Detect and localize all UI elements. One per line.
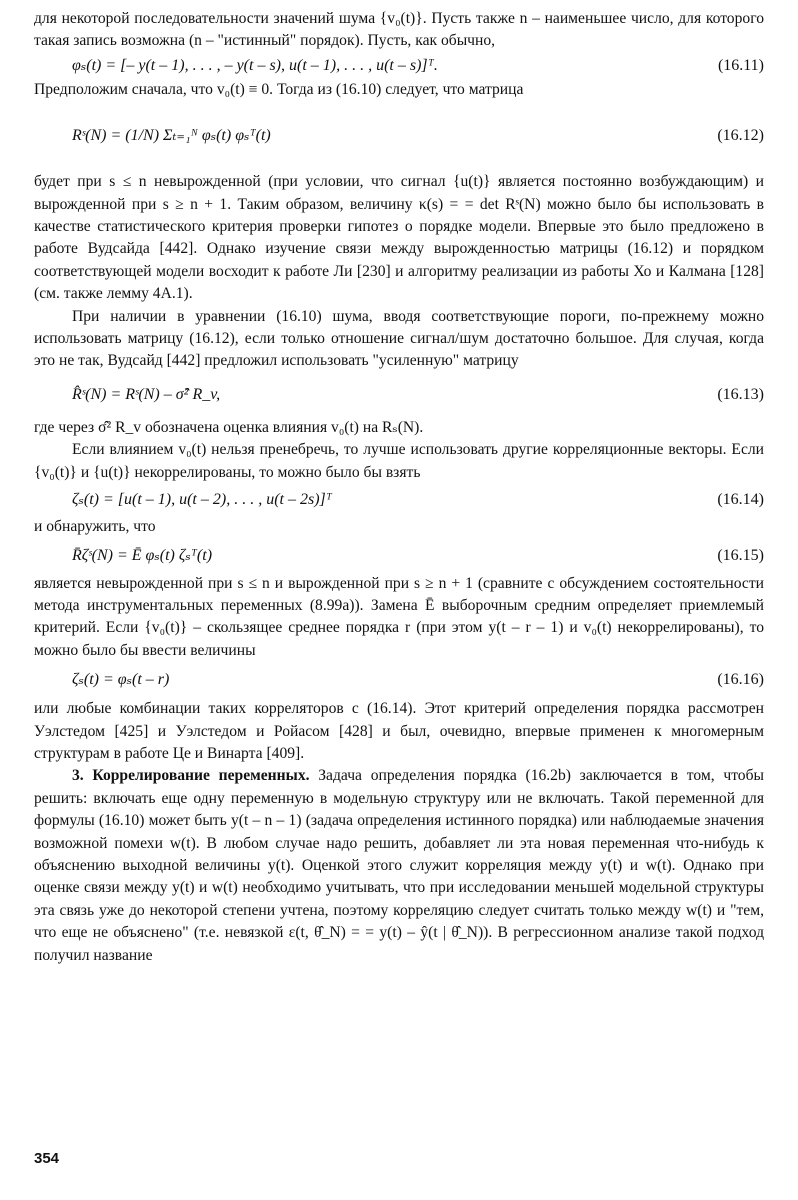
equation-label: (16.13) [717, 385, 764, 403]
equation-label: (16.16) [717, 671, 764, 689]
equation-16-15 [34, 539, 764, 573]
paragraph: Предположим сначала, что v₀(t) ≡ 0. Тогда из (16.10) следует, что матрица [34, 80, 524, 98]
equation-text: R̄ζˢ(N) = Ē φₛ(t) ζₛᵀ(t) [72, 546, 213, 564]
equation-label: (16.12) [717, 127, 764, 145]
equation-text: R̂ˢ(N) = Rˢ(N) – σ̂² R_v, [72, 385, 221, 403]
equation-text: φₛ(t) = [– y(t – 1), . . . , – y(t – s), u(t – 1), . . . , u(t – s)]ᵀ. [72, 56, 438, 74]
page-number: 354 [34, 1150, 60, 1167]
equation-16-13 [34, 373, 764, 417]
paragraph: для некоторой последовательности значений шума {v₀(t)}. Пусть также n – наименьшее число, для которого такая запись возможна (n – "истинный" порядок). Пусть, как обычно, [34, 10, 764, 50]
equation-text: Rˢ(N) = (1/N) Σₜ₌₁ᴺ φₛ(t) φₛᵀ(t) [72, 127, 271, 145]
equation-16-16 [34, 662, 764, 698]
equation-label: (16.15) [717, 546, 764, 564]
paragraph-section-3 [34, 765, 764, 967]
equation-label: (16.11) [717, 56, 764, 74]
section-title: 3. Коррелирование переменных. [72, 767, 310, 785]
page-body [34, 8, 764, 967]
equation-label: (16.14) [717, 491, 764, 509]
equation-text: ζₛ(t) = [u(t – 1), u(t – 2), . . . , u(t – 2s)]ᵀ [72, 491, 332, 509]
paragraph: При наличии в уравнении (16.10) шума, вводя соответствующие пороги, по-прежнему можно использовать матрицу (16.12), если только отношение сигнал/шум достаточно большое. Для случая, когда это не так, Вудсайд [442] предложил использовать "усиленную" матрицу [34, 307, 764, 370]
paragraph: является невырожденной при s ≤ n и вырожденной при s ≥ n + 1 (сравните с обсуждением состоятельности метода инструментальных переменных (8.99a)). Замена Ē выборочным средним определяет приемлемый критерий. Если {v₀(t)} – скользящее среднее порядка r (при этом y(t – r – 1) и v₀(t) некоррелированы), то можно было бы ввести величины [34, 574, 764, 659]
paragraph: будет при s ≤ n невырожденной (при условии, что сигнал {u(t)} является постоянно возбуждающим) и вырожденной при s ≥ n + 1. Таким образом, величину κ(s) = = det Rˢ(N) можно было бы использовать в качестве статистического критерия проверки гипотез о порядке модели. Впервые это было предложено в работе Вудсайда [442]. Однако изучение связи между вырожденностью матрицы (16.12) и порядком соответствующей модели восходит к работе Ли [230] и алгоритму реализации из работы Хо и Калмана [128] (см. также лемму 4А.1). [34, 173, 764, 303]
equation-16-12 [34, 101, 764, 171]
paragraph: Если влиянием v₀(t) нельзя пренебречь, то лучше использовать другие корреляционные векторы. Если {v₀(t)} и {u(t)} некоррелированы, то можно было бы взять [34, 441, 764, 481]
paragraph: или любые комбинации таких корреляторов с (16.14). Этот критерий определения порядка рассмотрен Уэлстедом [425] и Уэлстедом и Ройасом [428] и был, очевидно, впервые применен к многомерным структурам в работе Це и Винарта [409]. [34, 700, 764, 762]
equation-16-14 [34, 484, 764, 516]
section-text: Задача определения порядка (16.2b) заключается в том, чтобы решить: включать еще одну переменную в модельную структуру или не включать. Такой переменной для формулы (16.10) может быть y(t – n – 1) (задача определения истинного порядка) или наблюдаемые значения возможной помехи w(t). В любом случае надо решить, добавляет ли эта новая переменная что-нибудь к объяснению выходной величины y(t). Оценкой этого служит корреляция между y(t) и w(t). Однако при оценке связи между y(t) и w(t) необходимо учитывать, что при исследовании меньшей модельной структуры эта связь уже до некоторой степени учтена, поэтому корреляцию следует считать только между w(t) и "тем, что еще не объяснено" (т.е. невязкой ε(t, θ̂_N) = = y(t) – ŷ(t | θ̂_N)). В регрессионном анализе такой подход получил название [34, 767, 765, 964]
equation-16-11 [34, 53, 764, 79]
paragraph: и обнаружить, что [34, 518, 156, 536]
equation-text: ζₛ(t) = φₛ(t – r) [72, 671, 170, 689]
paragraph: где через σ̂² R_v обозначена оценка влияния v₀(t) на Rₛ(N). [34, 418, 424, 436]
